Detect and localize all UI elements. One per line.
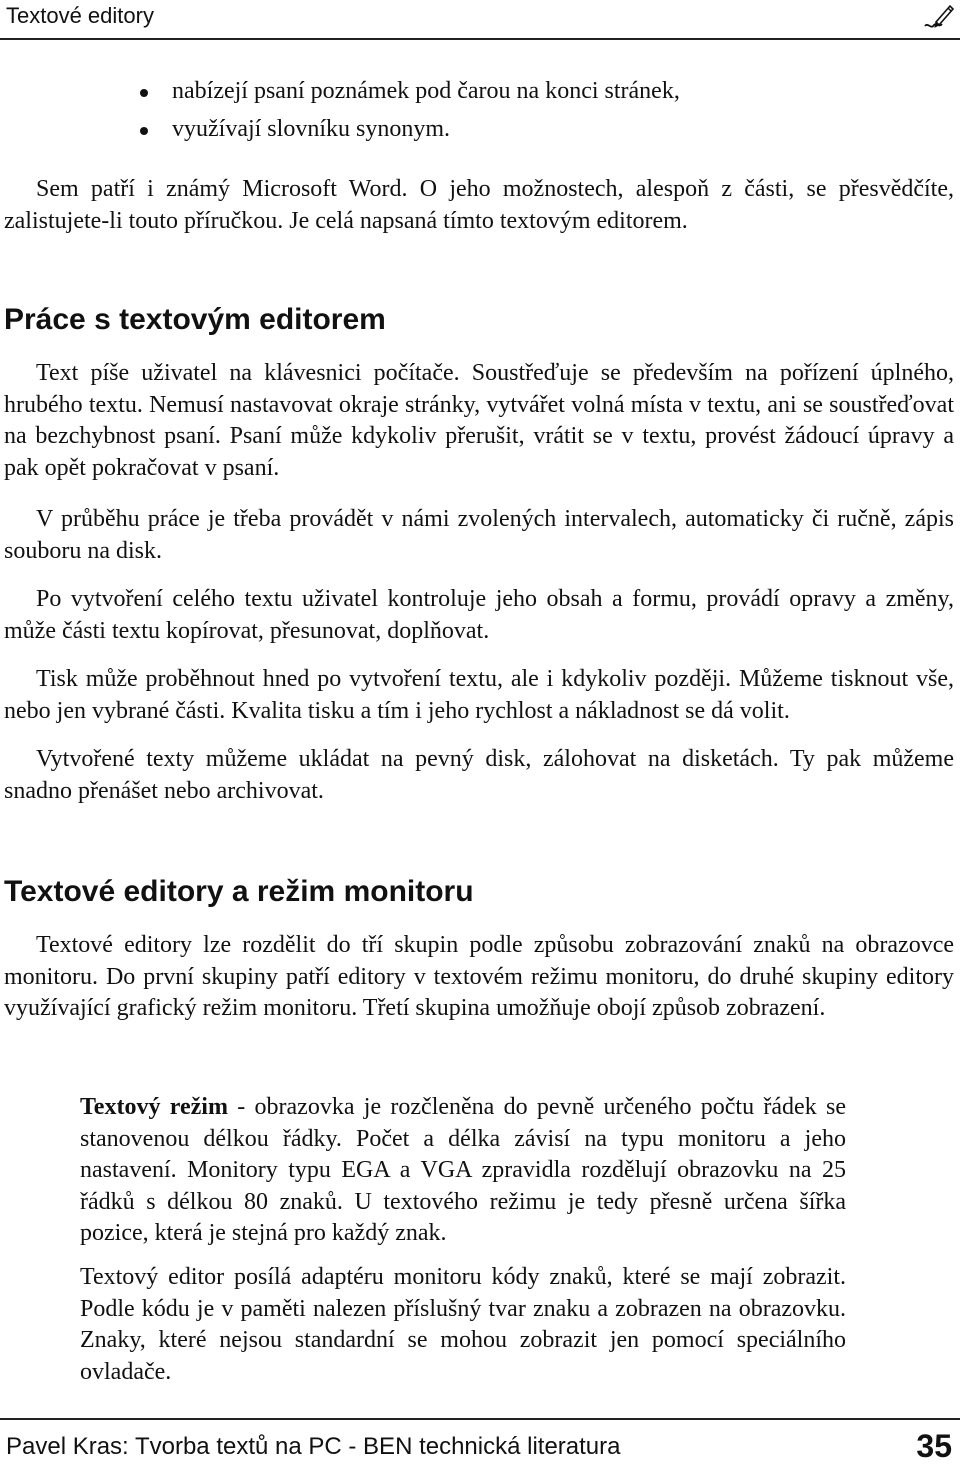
paragraph: Po vytvoření celého textu uživatel kontroluje jeho obsah a formu, provádí opravy a změny, může části textu kopírovat, přesunovat, doplňovat. — [4, 586, 954, 644]
feature-bullet-list — [120, 76, 920, 152]
footer-text: Pavel Kras: Tvorba textů na PC - BEN technická literatura — [6, 1433, 621, 1460]
section-heading-rezim: Textové editory a režim monitoru — [4, 875, 474, 908]
list-item: využívají slovníku synonym. — [120, 114, 920, 152]
pencil-writing-icon — [922, 0, 956, 34]
paragraph: Textový editor posílá adaptéru monitoru kódy znaků, které se mají zobrazit. Podle kódu je v paměti nalezen příslušný tvar znaku a zobrazen na obrazovku. Znaky, které nejsou standardní se mohou zobrazit jen pomocí speciálního ovladače. — [80, 1264, 846, 1385]
bullet-icon — [140, 89, 148, 97]
list-item: nabízejí psaní poznámek pod čarou na konci stránek, — [120, 76, 920, 114]
paragraph: Text píše uživatel na klávesnici počítače. Soustřeďuje se především na pořízení úplného, hrubého textu. Nemusí nastavovat okraje stránky, vytvářet volná místa v textu, ani se soustřeďovat na bezchybnost psaní. Psaní může kdykoliv přerušit, vrátit se v textu, provést žádoucí úpravy a pak opět pokračovat v psaní. — [4, 360, 954, 481]
text-mode-definition — [80, 1092, 846, 1250]
paragraph: Textové editory lze rozdělit do tří skupin podle způsobu zobrazování znaků na obrazovce monitoru. Do první skupiny patří editory v textovém režimu monitoru, do druhé skupiny editory využívající grafický režim monitoru. Třetí skupina umožňuje obojí způsob zobrazení. — [4, 932, 954, 1021]
footer-divider — [0, 1418, 960, 1420]
section-heading-prace: Práce s textovým editorem — [4, 303, 386, 336]
intro-paragraph: Sem patří i známý Microsoft Word. O jeho možnostech, alespoň z části, se přesvědčíte, zalistujete-li touto příručkou. Je celá napsaná tímto textovým editorem. — [4, 176, 954, 234]
page-header — [0, 0, 960, 40]
header-title: Textové editory — [6, 3, 154, 28]
page-number: 35 — [916, 1428, 952, 1464]
bullet-icon — [140, 127, 148, 135]
paragraph: V průběhu práce je třeba provádět v námi zvolených intervalech, automaticky či ručně, zápis souboru na disk. — [4, 506, 954, 564]
definition-term: Textový režim — [80, 1094, 228, 1120]
paragraph: Vytvořené texty můžeme ukládat na pevný disk, zálohovat na disketách. Ty pak můžeme snadno přenášet nebo archivovat. — [4, 746, 954, 804]
paragraph: Tisk může proběhnout hned po vytvoření textu, ale i kdykoliv později. Můžeme tisknout vše, nebo jen vybrané části. Kvalita tisku a tím i jeho rychlost a nákladnost se dá volit. — [4, 666, 954, 724]
definition-text: - obrazovka je rozčleněna do pevně určeného počtu řádek se stanovenou délkou řádky. Počet a délka závisí na typu monitoru a jeho nastavení. Monitory typu EGA a VGA zpravidla rozdělují obrazovku na 25 řádků s délkou 80 znaků. U textového režimu je tedy přesně určena šířka pozice, která je stejná pro každý znak. — [80, 1094, 846, 1246]
